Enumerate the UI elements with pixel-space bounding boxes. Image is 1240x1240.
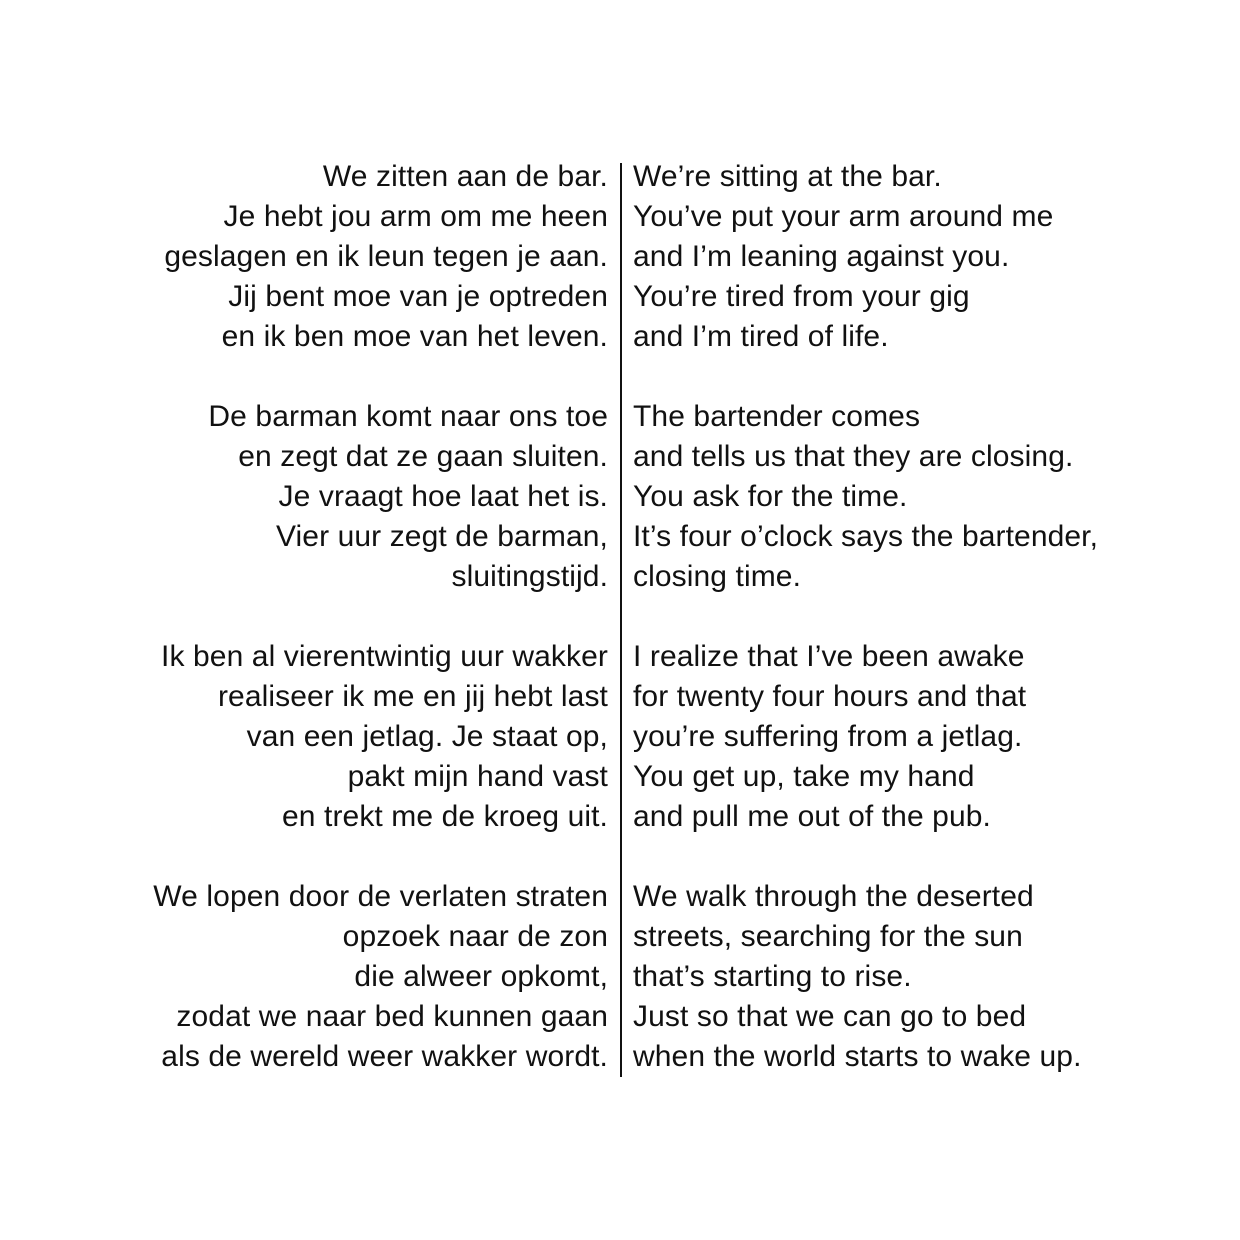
dutch-line: pakt mijn hand vast	[347, 760, 608, 793]
english-stanza-4	[633, 877, 1098, 1077]
english-line: and pull me out of the pub.	[633, 800, 991, 833]
english-stanza-2	[633, 397, 1098, 597]
dutch-stanza-4	[153, 877, 608, 1077]
english-line: You ask for the time.	[633, 480, 908, 513]
dutch-line: en ik ben moe van het leven.	[221, 320, 608, 353]
english-line: that’s starting to rise.	[633, 960, 912, 993]
english-line: for twenty four hours and that	[633, 680, 1027, 713]
english-line: closing time.	[633, 560, 802, 593]
dutch-stanza-3	[153, 637, 608, 837]
dutch-line: De barman komt naar ons toe	[208, 400, 608, 433]
dutch-stanza-2	[153, 397, 608, 597]
dutch-line: Je hebt jou arm om me heen	[223, 200, 608, 233]
dutch-line: We lopen door de verlaten straten	[153, 880, 608, 913]
dutch-line: Je vraagt hoe laat het is.	[278, 480, 608, 513]
dutch-line: die alweer opkomt,	[354, 960, 608, 993]
english-line: you’re suffering from a jetlag.	[633, 720, 1023, 753]
english-line: streets, searching for the sun	[633, 920, 1023, 953]
english-line: and I’m leaning against you.	[633, 240, 1010, 273]
dutch-line: We zitten aan de bar.	[322, 160, 608, 193]
dutch-line: opzoek naar de zon	[342, 920, 608, 953]
english-line: You’re tired from your gig	[633, 280, 970, 313]
english-line: I realize that I’ve been awake	[633, 640, 1025, 673]
dutch-line: realiseer ik me en jij hebt last	[217, 680, 608, 713]
dutch-line: sluitingstijd.	[451, 560, 608, 593]
english-line: Just so that we can go to bed	[633, 1000, 1027, 1033]
english-line: and I’m tired of life.	[633, 320, 889, 353]
english-line: and tells us that they are closing.	[633, 440, 1074, 473]
dutch-line: van een jetlag. Je staat op,	[246, 720, 608, 753]
dutch-line: en trekt me de kroeg uit.	[282, 800, 608, 833]
english-line: The bartender comes	[633, 400, 921, 433]
english-line: We walk through the deserted	[633, 880, 1034, 913]
dutch-line: geslagen en ik leun tegen je aan.	[164, 240, 608, 273]
english-line: It’s four o’clock says the bartender,	[633, 520, 1099, 553]
dutch-line: zodat we naar bed kunnen gaan	[176, 1000, 608, 1033]
dutch-column	[153, 157, 608, 1117]
dutch-line: als de wereld weer wakker wordt.	[161, 1040, 608, 1073]
column-divider	[620, 163, 622, 1077]
dutch-line: en zegt dat ze gaan sluiten.	[238, 440, 608, 473]
english-line: You get up, take my hand	[633, 760, 975, 793]
dutch-line: Ik ben al vierentwintig uur wakker	[161, 640, 608, 673]
dutch-line: Jij bent moe van je optreden	[228, 280, 608, 313]
dutch-stanza-1	[153, 157, 608, 357]
dutch-line: Vier uur zegt de barman,	[275, 520, 608, 553]
english-stanza-3	[633, 637, 1098, 837]
english-stanza-1	[633, 157, 1098, 357]
english-line: when the world starts to wake up.	[633, 1040, 1082, 1073]
english-column	[633, 157, 1098, 1117]
english-line: You’ve put your arm around me	[633, 200, 1054, 233]
english-line: We’re sitting at the bar.	[633, 160, 942, 193]
